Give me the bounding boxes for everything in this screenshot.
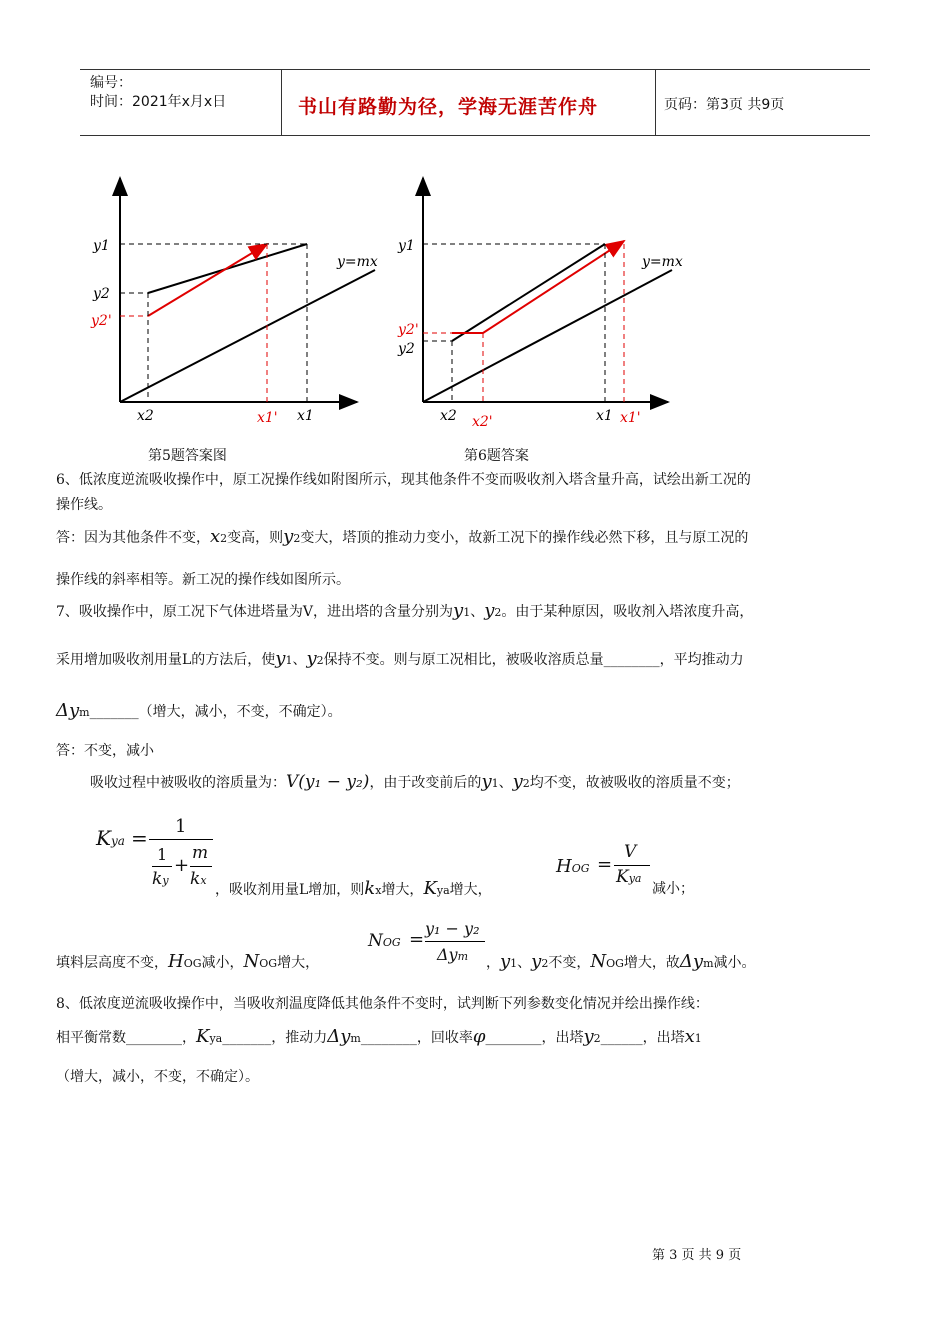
q8-l2-b: _______，推动力 — [222, 1030, 328, 1046]
q8-l2-d: ________，出塔 — [485, 1030, 584, 1046]
q7-exp2-a: ，吸收剂用量L增加，则 — [215, 882, 365, 898]
kya-numerator: 1 — [175, 816, 187, 837]
q6-answer-c: 变大，塔顶的推动力变小，故新工况下的操作线必然下移，且与原工况的 — [300, 530, 749, 546]
q7-exp3-b: 减小， — [201, 955, 244, 971]
q7-exp3-hog-sub: OG — [183, 957, 202, 970]
q7-line2 — [56, 650, 744, 670]
q7-explain-line2 — [215, 880, 492, 900]
kya-f1-den — [152, 869, 169, 889]
footer-page-number: 第 3 页 共 9 页 — [652, 1248, 742, 1263]
fig5-label-y2: y2 — [93, 286, 110, 302]
header-serial: 编号： — [90, 75, 132, 91]
q7-exp3-f: 增大，故 — [623, 955, 680, 971]
kya-fraction-bar — [149, 839, 213, 840]
q7-exp3-dy-sub: m — [703, 957, 714, 970]
q7-exp1-y2-sub: 2 — [522, 777, 530, 790]
kya-f2-den-k: k — [190, 869, 201, 889]
q8-l2-y2: y — [583, 1026, 594, 1047]
q7-l1-y2-sub: 2 — [494, 606, 502, 619]
q7-l2-a: 采用增加吸收剂用量L的方法后，使 — [56, 652, 276, 668]
q7-exp1-formula: V(y₁ − y₂) — [286, 772, 370, 792]
header-motto: 书山有路勤为径，学海无涯苦作舟 — [298, 96, 599, 118]
q7-exp3-nog-sub: OG — [259, 957, 278, 970]
kya-lhs-k: K — [96, 826, 111, 850]
nog-lhs — [368, 931, 401, 951]
fig6-caption: 第6题答案 — [464, 448, 529, 464]
fig6-label-y2p: y2' — [398, 322, 419, 338]
kya-f1-bar — [152, 866, 172, 867]
fig6-label-y2: y2 — [398, 341, 415, 357]
q7-exp3-y2: y — [531, 951, 542, 972]
hog-den-sub: ya — [628, 872, 642, 885]
fig6-label-x2: x2 — [440, 408, 457, 424]
q7-explain-line1 — [90, 773, 740, 793]
fig6-label-x1p: x1' — [620, 410, 641, 426]
fig5-new-operating-line — [148, 244, 267, 316]
q6-x2: x — [210, 526, 221, 547]
q6-answer-a: 答：因为其他条件不变， — [56, 530, 210, 546]
kya-lhs — [96, 826, 125, 850]
hog-denominator — [616, 867, 641, 887]
q8-l2-phi: φ — [472, 1026, 486, 1047]
q7-l3-dy-sub: m — [79, 706, 90, 719]
q7-exp3-g: 减小。 — [713, 955, 756, 971]
q7-explain-line3-right — [486, 953, 756, 973]
nog-equals: = — [409, 929, 425, 950]
fig6-label-x1: x1 — [596, 408, 613, 424]
header-divider-2 — [655, 69, 656, 136]
header-top-rule — [80, 69, 870, 70]
q7-exp3-hog: H — [168, 951, 184, 972]
nog-numerator: y₁ − y₂ — [425, 919, 480, 938]
q8-l2-kya-sub: ya — [209, 1032, 223, 1045]
kya-f2-den — [190, 869, 207, 889]
q6-x2-sub: 2 — [220, 532, 228, 545]
fig6-operating-line — [452, 244, 605, 341]
fig6-label-eq: y=mx — [642, 254, 683, 270]
q6-y2: y — [283, 526, 294, 547]
q7-exp1-y1-sub: 1 — [491, 777, 499, 790]
q8-l2-dy: Δy — [327, 1026, 351, 1047]
nog-lhs-sub: OG — [382, 936, 401, 949]
q8-l2-dy-sub: m — [350, 1032, 361, 1045]
q7-exp3-y1-sub: 1 — [510, 957, 518, 970]
q8-l2-c: ________，回收率 — [360, 1030, 473, 1046]
q6-answer-line2: 操作线的斜率相等。新工况的操作线如图所示。 — [56, 572, 350, 588]
q8-l2-x1: x — [684, 1026, 695, 1047]
kya-f1-num: 1 — [157, 845, 168, 864]
nog-denominator — [437, 945, 468, 964]
header-page: 页码：第3页 共9页 — [664, 97, 785, 113]
hog-numerator: V — [624, 842, 637, 862]
fig5-label-x1: x1 — [297, 408, 314, 424]
q7-l2-y2-sub: 2 — [316, 654, 324, 667]
kya-f2-bar — [190, 866, 212, 867]
header-bottom-rule — [80, 135, 870, 136]
fig5-label-x2: x2 — [137, 408, 154, 424]
kya-lhs-sub: ya — [110, 834, 125, 848]
q7-l1-y2: y — [484, 600, 495, 621]
q8-line2 — [56, 1028, 702, 1048]
hog-fraction-bar — [614, 865, 650, 866]
kya-f2-den-sub: x — [200, 874, 207, 887]
kya-f1-den-k: k — [152, 869, 163, 889]
q7-exp3-d: ， — [486, 955, 500, 971]
q7-exp3-nog3-sub: OG — [606, 957, 624, 970]
fig6-label-y1: y1 — [398, 238, 415, 254]
q7-explain-line3-left — [56, 953, 319, 973]
q7-exp3-c: 增大， — [277, 955, 320, 971]
q8-l2-kya: K — [196, 1026, 210, 1047]
q7-exp2-kya: K — [423, 878, 437, 899]
fig5-label-y1: y1 — [93, 238, 110, 254]
nog-den-sub: m — [457, 950, 469, 963]
q7-line1 — [56, 602, 753, 622]
q7-l3-dy: Δy — [56, 700, 80, 721]
hog-lhs — [556, 856, 590, 877]
q7-exp1-sep: 、 — [498, 775, 513, 791]
q6-answer-line1 — [56, 528, 748, 548]
fig6-label-x2p: x2' — [472, 414, 493, 430]
q7-l1-a: 7、吸收操作中，原工况下气体进塔量为V，进出塔的含量分别为 — [56, 604, 454, 620]
q7-exp1-y2: y — [512, 771, 523, 792]
q7-exp1-a: 吸收过程中被吸收的溶质量为： — [90, 775, 286, 791]
q7-l2-b: 保持不变。则与原工况相比，被吸收溶质总量________，平均推动力 — [323, 652, 744, 668]
fig5-label-x1p: x1' — [257, 410, 278, 426]
q7-exp2-b: 增大， — [381, 882, 424, 898]
hog-lhs-h: H — [556, 856, 572, 877]
q7-l1-y1-sub: 1 — [463, 606, 471, 619]
q7-l1-b: 。由于某种原因，吸收剂入塔浓度升高， — [501, 604, 754, 620]
q7-exp1-y1: y — [481, 771, 492, 792]
q8-l2-e: ______，出塔 — [600, 1030, 685, 1046]
figure-6 — [392, 170, 702, 440]
hog-equals: = — [597, 854, 613, 875]
header-date: 时间：2021年x月x日 — [90, 94, 227, 110]
figure-5 — [85, 170, 385, 440]
q7-l3-b: _______（增大，减小，不变，不确定）。 — [89, 704, 342, 720]
q7-exp3-nog3: N — [590, 951, 607, 972]
fig5-label-y2p: y2' — [91, 313, 112, 329]
q7-l2-y2: y — [306, 648, 317, 669]
q8-line1: 8、低浓度逆流吸收操作中，当吸收剂温度降低其他条件不变时，试判断下列参数变化情况并绘出操作线： — [56, 996, 709, 1012]
header-divider-1 — [281, 69, 282, 136]
q7-exp3-e: 不变， — [548, 955, 591, 971]
q7-exp3-nog: N — [243, 951, 260, 972]
q7-exp3-sep: 、 — [517, 955, 532, 971]
hog-lhs-sub: OG — [571, 862, 590, 875]
q7-exp3-a: 填料层高度不变， — [56, 955, 168, 971]
fig5-label-eq: y=mx — [337, 254, 378, 270]
nog-lhs-n: N — [368, 931, 383, 951]
kya-equals: = — [131, 826, 148, 850]
nog-den-dy: Δy — [437, 945, 458, 964]
q7-exp2-kya-sub: ya — [436, 884, 450, 897]
q8-l2-y2-sub: 2 — [593, 1032, 601, 1045]
q7-l2-y1-sub: 1 — [285, 654, 293, 667]
q6-answer-b: 变高，则 — [227, 530, 284, 546]
kya-f2-num: m — [192, 843, 209, 863]
nog-fraction-bar — [425, 941, 485, 942]
q7-l1-sep: 、 — [470, 604, 485, 620]
q8-l2-x1-sub: 1 — [694, 1032, 702, 1045]
q7-l1-y1: y — [453, 600, 464, 621]
q7-answer: 答：不变，减小 — [56, 743, 154, 759]
hog-den-k: K — [616, 867, 629, 887]
q6-question-line2: 操作线。 — [56, 497, 112, 513]
q7-line3 — [56, 702, 342, 722]
q7-exp3-dy: Δy — [679, 951, 704, 972]
q6-question-line1: 6、低浓度逆流吸收操作中，原工况操作线如附图所示，现其他条件不变而吸收剂入塔含量升高，试绘出新工况的 — [56, 472, 751, 488]
kya-f1-den-sub: y — [162, 874, 169, 887]
kya-plus: + — [174, 855, 190, 876]
q7-l2-sep: 、 — [292, 652, 307, 668]
q7-l2-y1: y — [275, 648, 286, 669]
q7-exp3-y2-sub: 2 — [541, 957, 549, 970]
q7-exp3-y1: y — [500, 951, 511, 972]
q6-y2-sub: 2 — [293, 532, 301, 545]
fig5-caption: 第5题答案图 — [148, 448, 227, 464]
q8-l2-a: 相平衡常数________， — [56, 1030, 196, 1046]
q7-exp1-b: ，由于改变前后的 — [369, 775, 482, 791]
hog-result: 减小； — [652, 881, 694, 897]
q7-exp2-kx: k — [364, 878, 376, 899]
q7-exp2-kx-sub: x — [375, 884, 382, 897]
q7-exp1-c: 均不变，故被吸收的溶质量不变； — [529, 775, 740, 791]
q7-exp2-c: 增大， — [449, 882, 492, 898]
q8-line3: （增大，减小，不变，不确定）。 — [56, 1069, 259, 1085]
